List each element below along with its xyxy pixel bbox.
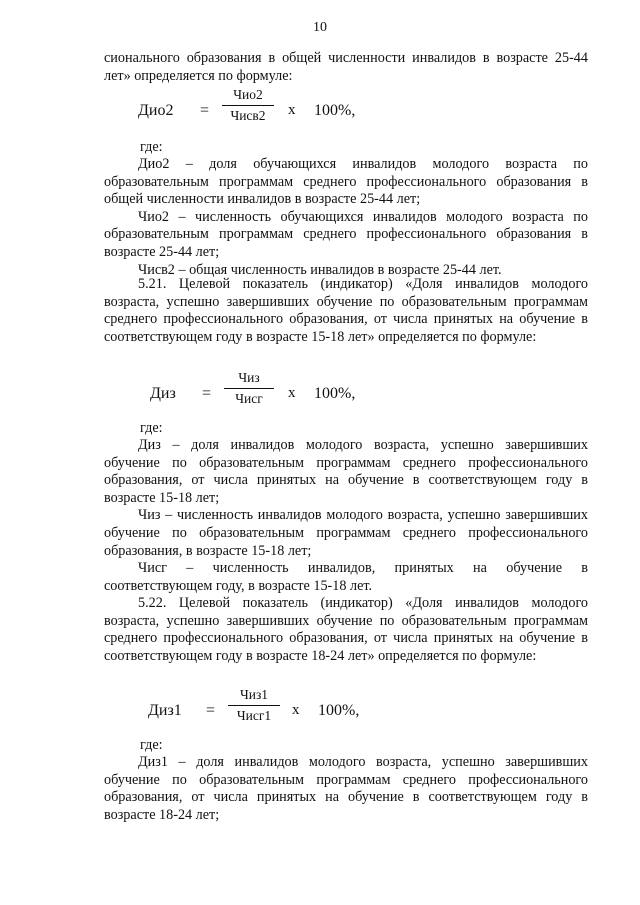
formula-diz1	[148, 687, 388, 734]
block3-intro	[104, 595, 588, 665]
block1-intro-text: сионального образования в общей численности инвалидов в возрасте 25-44 лет» определяется по формуле:	[104, 50, 588, 84]
formula-fraction	[222, 87, 274, 124]
formula-lhs: Диз	[150, 385, 176, 402]
formula-equals: =	[206, 702, 216, 719]
definition-item: Чисг – численность инвалидов, принятых на обучение в соответствующем году, в возрасте 15-18 лет.	[104, 560, 588, 594]
definition-item: Чисв2 – общая численность инвалидов в возрасте 25-44 лет.	[138, 261, 502, 278]
definition-item: Диз – доля инвалидов молодого возраста, успешно завершивших обучение по образовательным программам среднего профессионального образования, от числа принятых на обучение в соответствующем году в возрасте 15-18 лет;	[104, 437, 588, 506]
definition-item: Диз1 – доля инвалидов молодого возраста, успешно завершивших обучение по образовательным программам среднего профессионального образования, от числа принятых на обучение в соответствующем году в возрасте 18-24 лет;	[104, 754, 588, 823]
formula-denominator: Чисв2	[230, 108, 266, 123]
block3-where: где:	[140, 737, 163, 753]
fraction-bar	[224, 388, 274, 389]
block1-definitions	[104, 156, 588, 279]
formula-numerator: Чиз	[238, 370, 260, 385]
formula-lhs: Дио2	[138, 102, 174, 119]
formula-denominator: Чисг	[235, 391, 263, 406]
formula-numerator: Чио2	[233, 87, 263, 102]
block2-intro	[104, 276, 588, 346]
formula-equals: =	[200, 102, 210, 119]
formula-fraction	[228, 687, 280, 724]
block3-definitions	[104, 754, 588, 824]
formula-times: х	[292, 702, 300, 718]
block1-intro	[104, 50, 588, 85]
formula-percent: 100%,	[314, 102, 356, 119]
formula-diz	[150, 370, 390, 417]
block3-intro-text: 5.22. Целевой показатель (индикатор) «Доля инвалидов молодого возраста, успешно завершивших обучение по образовательным программам среднего профессионального образования, от числа принятых на обучение в соответствующем году в возрасте 18-24 лет» определяется по формуле:	[104, 595, 588, 664]
formula-dio2	[138, 87, 378, 134]
page-number: 10	[313, 20, 327, 35]
formula-percent: 100%,	[318, 702, 360, 719]
definition-item: Чиз – численность инвалидов молодого возраста, успешно завершивших обучение по образовательным программам среднего профессионального образования, в возрасте 15-18 лет;	[104, 507, 588, 559]
formula-times: х	[288, 102, 296, 118]
block2-where: где:	[140, 420, 163, 436]
formula-lhs: Диз1	[148, 702, 182, 719]
formula-percent: 100%,	[314, 385, 356, 402]
fraction-bar	[222, 105, 274, 106]
formula-fraction	[224, 370, 274, 407]
formula-denominator: Чисг1	[236, 708, 272, 723]
block1-where: где:	[140, 139, 163, 155]
formula-times: х	[288, 385, 296, 401]
definition-item: Чио2 – численность обучающихся инвалидов молодого возраста по образовательным программам среднего профессионального образования в возрасте 25-44 лет;	[104, 208, 588, 260]
formula-equals: =	[202, 385, 212, 402]
block2-definitions	[104, 437, 588, 595]
block2-intro-text: 5.21. Целевой показатель (индикатор) «Доля инвалидов молодого возраста, успешно завершивших обучение по образовательным программам среднего профессионального образования, от числа принятых на обучение в соответствующем году в возрасте 15-18 лет» определяется по формуле:	[104, 276, 588, 345]
definition-item: Дио2 – доля обучающихся инвалидов молодого возраста по образовательным программам среднего профессионального образования в общей численности инвалидов в возрасте 25-44 лет;	[104, 156, 588, 208]
fraction-bar	[228, 705, 280, 706]
formula-numerator: Чиз1	[239, 687, 269, 702]
